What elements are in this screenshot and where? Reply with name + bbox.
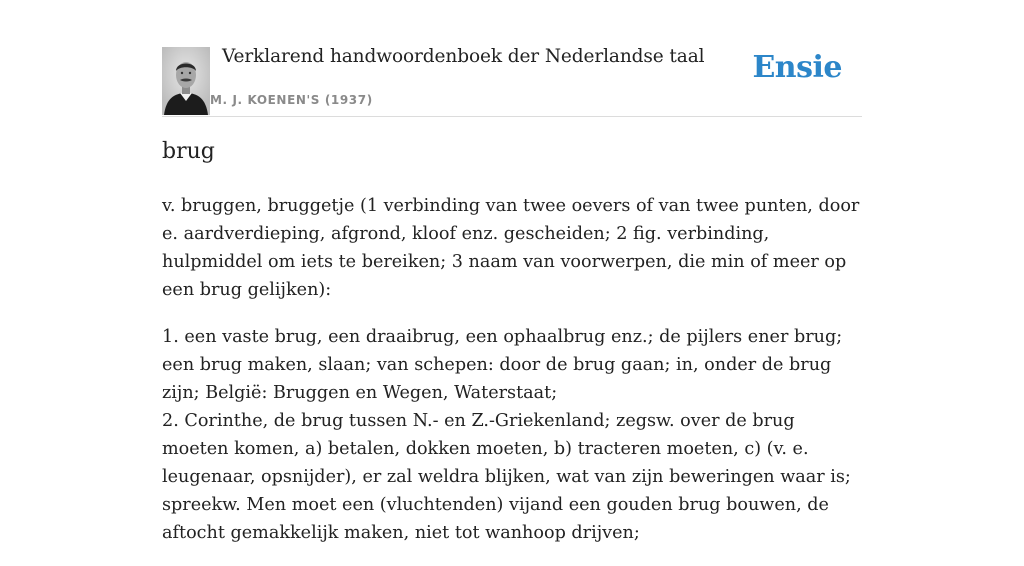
dictionary-title: Verklarend handwoordenboek der Nederlandse taal [222, 46, 705, 67]
entry-intro: v. bruggen, bruggetje (1 verbinding van twee oevers of van twee punten, door e. aardverdieping, afgrond, kloof enz. gescheiden; 2 fig. verbinding, hulpmiddel om iets te bereiken; 3 naam van voorwerpen, die min of meer op een brug gelijken): [162, 196, 860, 300]
entry-sense: 1. een vaste brug, een draaibrug, een ophaalbrug enz.; de pijlers ener brug; een brug maken, slaan; van schepen: door de brug gaan; in, onder de brug zijn; België: Bruggen en Wegen, Waterstaat; [162, 327, 843, 403]
entry-senses [162, 323, 862, 547]
entry-headword: brug [162, 139, 215, 164]
entry-body [162, 192, 862, 566]
ensie-logo-link[interactable]: Ensie [752, 50, 842, 85]
entry-sense: 2. Corinthe, de brug tussen N.- en Z.-Griekenland; zegsw. over de brug moeten komen, a) betalen, dokken moeten, b) tracteren moeten, c) (v. e. leugenaar, opsnijder), er zal weldra blijken, wat van zijn beweringen waar is; spreekw. Men moet een (vluchtenden) vijand een gouden brug bouwen, de aftocht gemakkelijk maken, niet tot wanhoop drijven; [162, 411, 851, 543]
author-portrait [162, 47, 210, 115]
dictionary-author: M. J. KOENEN'S (1937) [210, 93, 373, 107]
dictionary-header [162, 40, 862, 117]
